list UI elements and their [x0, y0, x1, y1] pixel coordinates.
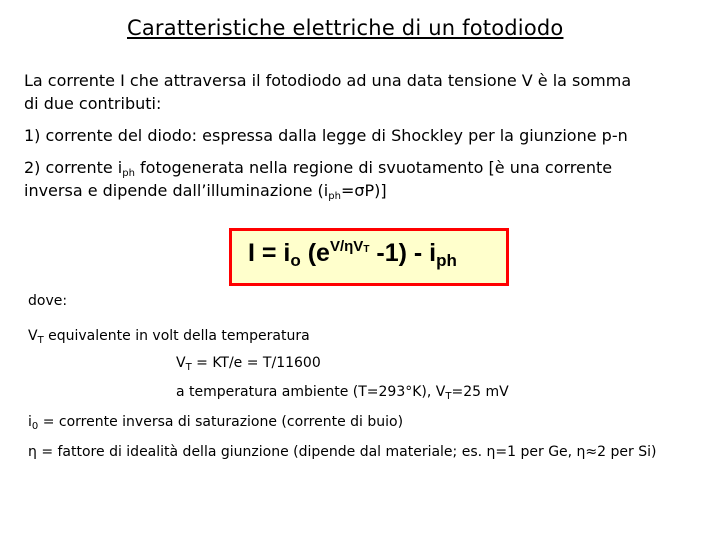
formula-rest: -1) - i — [369, 239, 437, 267]
formula-lhs: I = i — [248, 239, 291, 267]
note-vt-equation — [176, 354, 321, 377]
notes-dove: dove: — [28, 293, 68, 309]
note-ambient-b: =25 mV — [451, 384, 509, 400]
note-i0-sub: 0 — [31, 421, 39, 432]
shockley-formula — [248, 238, 457, 271]
note-vt-a: V — [28, 328, 38, 344]
note-vt-eq-b: = KT/e = T/11600 — [191, 355, 321, 371]
item-2-line-2-text-a: inversa e dipende dall’illuminazione (i — [24, 181, 329, 200]
note-vt-eq-a: V — [176, 355, 186, 371]
item-2-text-a: 2) corrente i — [24, 158, 123, 177]
formula-open: (e — [300, 239, 330, 267]
item-2-text-b: fotogenerata nella regione di svuotamento [è una corrente — [134, 158, 613, 177]
item-2-line-2-sub: ph — [328, 191, 341, 202]
note-i0-b: = corrente inversa di saturazione (corrente di buio) — [38, 414, 404, 430]
note-eta: η = fattore di idealità della giunzione (dipende dal materiale; es. η=1 per Ge, η≈2 per Si) — [28, 444, 657, 460]
page-title: Caratteristiche elettriche di un fotodiodo — [127, 16, 564, 40]
note-ambient-sub: T — [445, 391, 452, 402]
intro-line-1: La corrente I che attraversa il fotodiodo ad una data tensione V è la somma — [24, 71, 632, 90]
item-2-line-2-text-b: =σP)] — [340, 181, 387, 200]
formula-exponent-text: V/ηV — [329, 238, 364, 255]
note-i0 — [28, 413, 403, 436]
item-2-sub: ph — [122, 168, 135, 179]
formula-exponent — [330, 238, 369, 255]
note-vt-b: equivalente in volt della temperatura — [43, 328, 310, 344]
formula-sub-o: o — [290, 251, 301, 270]
note-i0-a: i — [28, 414, 32, 430]
intro-line-2: di due contributi: — [24, 94, 162, 113]
item-2-line-2 — [24, 180, 387, 207]
note-vt-sub: T — [37, 335, 44, 346]
note-vt — [28, 327, 310, 350]
note-ambient-a: a temperatura ambiente (T=293°K), V — [176, 384, 446, 400]
formula-sub-ph: ph — [436, 251, 457, 270]
item-1: 1) corrente del diodo: espressa dalla legge di Shockley per la giunzione p-n — [24, 126, 628, 145]
note-vt-eq-sub: T — [185, 362, 192, 373]
note-ambient — [176, 383, 509, 406]
formula-exponent-sub: T — [363, 244, 370, 255]
